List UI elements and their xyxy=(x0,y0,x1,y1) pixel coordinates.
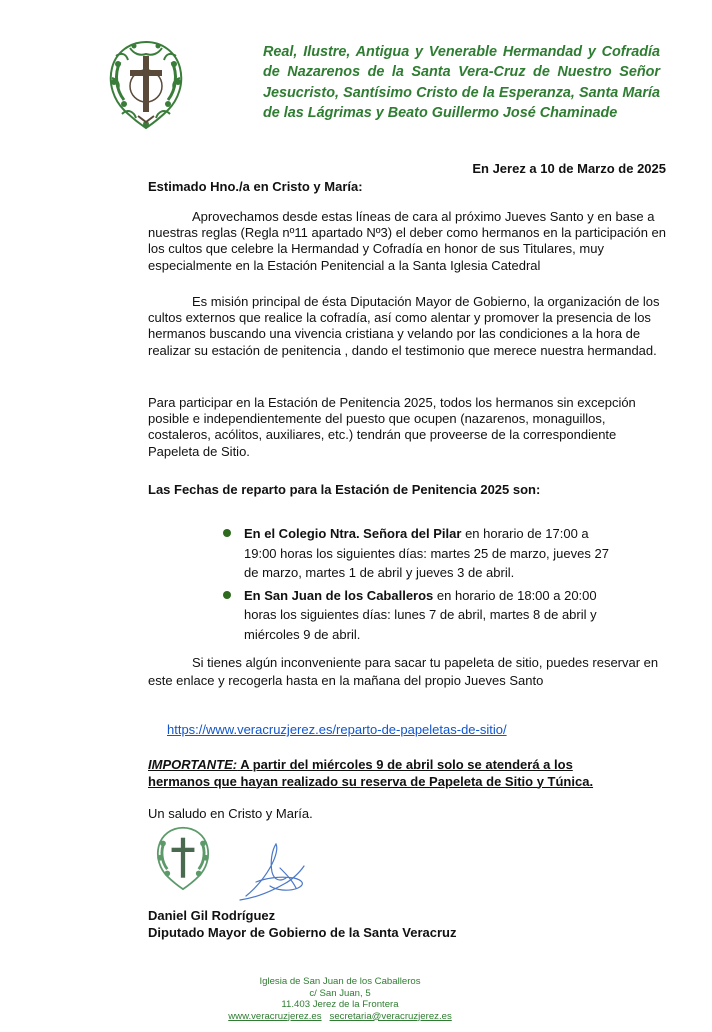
paragraph-text: Aprovechamos desde estas líneas de cara al próximo Jueves Santo y en base a nuestras reglas (Regla nº11 apartado Nº3) el deber como hermanos en la participación en los cultos que celebre la Hermandad y Cofradía en honor de sus Titulares, muy especialmente en la Estación Penitencial a la Santa Iglesia Catedral xyxy=(148,209,666,273)
footer-contacts xyxy=(200,1011,480,1023)
important-notice xyxy=(148,757,628,790)
paragraph-text: Es misión principal de ésta Diputación Mayor de Gobierno, la organización de los cultos externos que realice la cofradía, así como alentar y promover la presencia de los hermanos buscando una vivencia cristiana y velando por las condiciones a la hora de realizar su estación de penitencia , dando el testimonio que merece nuestra hermandad. xyxy=(148,294,660,358)
footer-address xyxy=(200,976,480,1022)
paragraph-reservation xyxy=(148,654,668,690)
greeting: Estimado Hno./a en Cristo y María: xyxy=(148,179,363,194)
bullet-icon xyxy=(223,591,231,599)
footer-email-link[interactable]: secretaria@veracruzjerez.es xyxy=(329,1010,452,1022)
closing-salutation: Un saludo en Cristo y María. xyxy=(148,806,313,821)
paragraph-text: Si tienes algún inconveniente para sacar tu papeleta de sitio, puedes reservar en este enlace y recogerla hasta en la mañana del propio Jueves Santo xyxy=(148,655,659,688)
brotherhood-crest-small-icon xyxy=(150,822,216,892)
location-name: En el Colegio Ntra. Señora del Pilar xyxy=(244,526,462,541)
signer-block xyxy=(148,908,456,941)
paragraph-mission xyxy=(148,294,668,359)
distribution-locations-list xyxy=(222,524,622,647)
paragraph-participation: Para participar en la Estación de Penitencia 2025, todos los hermanos sin excepción posible e independientemente del puesto que ocupen (nazarenos, monaguillos, costaleros, acólitos, auxiliares, etc.) tendrán que proveerse de la correspondiente Papeleta de Sitio. xyxy=(148,395,636,459)
list-item xyxy=(222,524,622,583)
location-details: en horario de 18:00 a 20:00 horas los siguientes días: lunes 7 de abril, martes 8 de abril y miércoles 9 de abril. xyxy=(244,587,597,642)
reservation-link[interactable]: https://www.veracruzjerez.es/reparto-de-papeletas-de-sitio/ xyxy=(167,722,507,737)
brotherhood-name: Real, Ilustre, Antigua y Venerable Hermandad y Cofradía de Nazarenos de la Santa Vera-Cruz de Nuestro Señor Jesucristo, Santísimo Cristo de la Esperanza, Santa María de las Lágrimas y Beato Guillermo José Chaminade xyxy=(263,44,660,122)
dates-heading: Las Fechas de reparto para la Estación de Penitencia 2025 son: xyxy=(148,482,541,497)
footer-street: c/ San Juan, 5 xyxy=(309,987,371,999)
footer-church: Iglesia de San Juan de los Caballeros xyxy=(259,976,421,987)
footer-city: 11.403 Jerez de la Frontera xyxy=(281,999,399,1011)
bullet-icon xyxy=(223,529,231,537)
important-text: A partir del miércoles 9 de abril solo se atenderá a los hermanos que hayan realizado su reserva de Papeleta de Sitio y Túnica. xyxy=(148,757,594,789)
location-details: en horario de 17:00 a 19:00 horas los siguientes días: martes 25 de marzo, jueves 27 de marzo, martes 1 de abril y jueves 3 de abril. xyxy=(244,526,609,580)
list-item xyxy=(222,586,622,645)
letter-date: En Jerez a 10 de Marzo de 2025 xyxy=(472,161,666,176)
important-label: IMPORTANTE: xyxy=(148,757,238,772)
signer-role: Diputado Mayor de Gobierno de la Santa Veracruz xyxy=(148,924,457,940)
handwritten-signature xyxy=(236,838,310,904)
location-name: En San Juan de los Caballeros xyxy=(244,587,434,603)
signer-name: Daniel Gil Rodríguez xyxy=(148,908,276,923)
brotherhood-crest-icon xyxy=(100,34,192,132)
paragraph-rules xyxy=(148,209,668,274)
footer-website-link[interactable]: www.veracruzjerez.es xyxy=(228,1010,322,1022)
